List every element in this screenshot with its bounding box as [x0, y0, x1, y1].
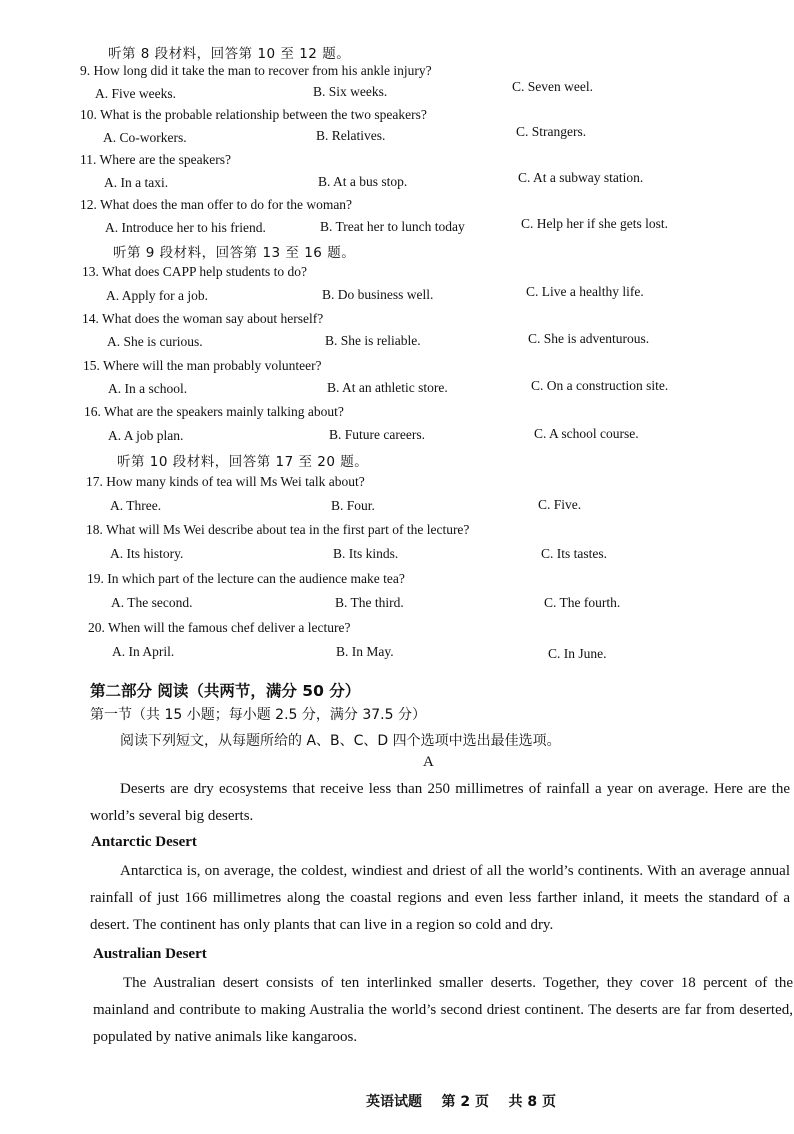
q17-option-a: A. Three. — [110, 498, 162, 513]
q11-option-a: A. In a taxi. — [104, 175, 169, 190]
question-12: 12. What does the man offer to do for the woman? — [80, 197, 353, 212]
australian-heading: Australian Desert — [93, 946, 207, 962]
australian-text: The Australian desert consists of ten interlinked smaller deserts. Together, they cover 18 percent of the mainland and contribute to making Australia the world’s second driest continent. The deserts are far from deserted, populated by native animals like kangaroos. — [93, 975, 793, 1045]
q14-option-b: B. She is reliable. — [325, 333, 421, 348]
antarctic-text: Antarctica is, on average, the coldest, windiest and driest of all the world’s continents. With an average annual rainfall of just 166 millimetres along the coastal regions and even less farther inland, it meets the standard of a desert. The continent has only plants that can live in a region so cold and dry. — [90, 863, 790, 933]
q18-option-c: C. Its tastes. — [541, 546, 607, 561]
part2-title: 第二部分 阅读（共两节，满分 50 分） — [90, 682, 361, 700]
q15-option-c: C. On a construction site. — [531, 378, 669, 393]
q13-option-a: A. Apply for a job. — [106, 288, 208, 303]
q20-option-c: C. In June. — [548, 646, 607, 661]
page-footer: 英语试题 第 2 页 共 8 页 — [366, 1094, 556, 1110]
q18-option-a: A. Its history. — [110, 546, 184, 561]
q19-option-c: C. The fourth. — [544, 595, 621, 610]
question-11: 11. Where are the speakers? — [80, 152, 232, 167]
section1-title: 第一节（共 15 小题；每小题 2.5 分，满分 37.5 分） — [90, 707, 426, 723]
question-13: 13. What does CAPP help students to do? — [82, 264, 307, 279]
q11-option-c: C. At a subway station. — [518, 170, 644, 185]
passage-letter: A — [423, 754, 434, 770]
passage-intro: Deserts are dry ecosystems that receive less than 250 millimetres of rainfall a year on average. Here are the world’s several big deserts. — [90, 781, 790, 824]
question-16: 16. What are the speakers mainly talking about? — [84, 404, 344, 419]
q9-option-a: A. Five weeks. — [95, 86, 176, 101]
question-10: 10. What is the probable relationship between the two speakers? — [80, 107, 427, 122]
q13-option-c: C. Live a healthy life. — [526, 284, 644, 299]
q16-option-a: A. A job plan. — [108, 428, 184, 443]
q14-option-a: A. She is curious. — [107, 334, 203, 349]
q14-option-c: C. She is adventurous. — [528, 331, 650, 346]
q10-option-b: B. Relatives. — [316, 128, 386, 143]
question-19: 19. In which part of the lecture can the audience make tea? — [87, 571, 405, 586]
reading-instruction: 阅读下列短文，从每题所给的 A、B、C、D 四个选项中选出最佳选项。 — [120, 733, 561, 749]
q10-option-c: C. Strangers. — [516, 124, 587, 139]
q19-option-b: B. The third. — [335, 595, 404, 610]
q19-option-a: A. The second. — [111, 595, 193, 610]
question-20: 20. When will the famous chef deliver a lecture? — [88, 620, 351, 635]
q12-option-a: A. Introduce her to his friend. — [105, 220, 266, 235]
q16-option-b: B. Future careers. — [329, 427, 425, 442]
q13-option-b: B. Do business well. — [322, 287, 434, 302]
q15-option-a: A. In a school. — [108, 381, 188, 396]
q20-option-b: B. In May. — [336, 644, 394, 659]
q18-option-b: B. Its kinds. — [333, 546, 399, 561]
listening-intro-10: 听第 10 段材料，回答第 17 至 20 题。 — [117, 454, 369, 470]
q11-option-b: B. At a bus stop. — [318, 174, 408, 189]
question-15: 15. Where will the man probably volunteer? — [83, 358, 322, 373]
question-18: 18. What will Ms Wei describe about tea in the first part of the lecture? — [86, 522, 470, 537]
listening-intro-8: 听第 8 段材料，回答第 10 至 12 题。 — [108, 46, 351, 62]
q17-option-c: C. Five. — [538, 497, 582, 512]
q9-option-c: C. Seven weel. — [512, 79, 593, 94]
q12-option-b: B. Treat her to lunch today — [320, 219, 465, 234]
question-9: 9. How long did it take the man to recover from his ankle injury? — [80, 63, 432, 78]
q15-option-b: B. At an athletic store. — [327, 380, 448, 395]
q16-option-c: C. A school course. — [534, 426, 639, 441]
question-17: 17. How many kinds of tea will Ms Wei talk about? — [86, 474, 365, 489]
q20-option-a: A. In April. — [112, 644, 175, 659]
q10-option-a: A. Co-workers. — [103, 130, 187, 145]
question-14: 14. What does the woman say about herself? — [82, 311, 324, 326]
q9-option-b: B. Six weeks. — [313, 84, 388, 99]
q17-option-b: B. Four. — [331, 498, 375, 513]
antarctic-heading: Antarctic Desert — [91, 834, 197, 850]
listening-intro-9: 听第 9 段材料，回答第 13 至 16 题。 — [113, 245, 356, 261]
q12-option-c: C. Help her if she gets lost. — [521, 216, 668, 231]
